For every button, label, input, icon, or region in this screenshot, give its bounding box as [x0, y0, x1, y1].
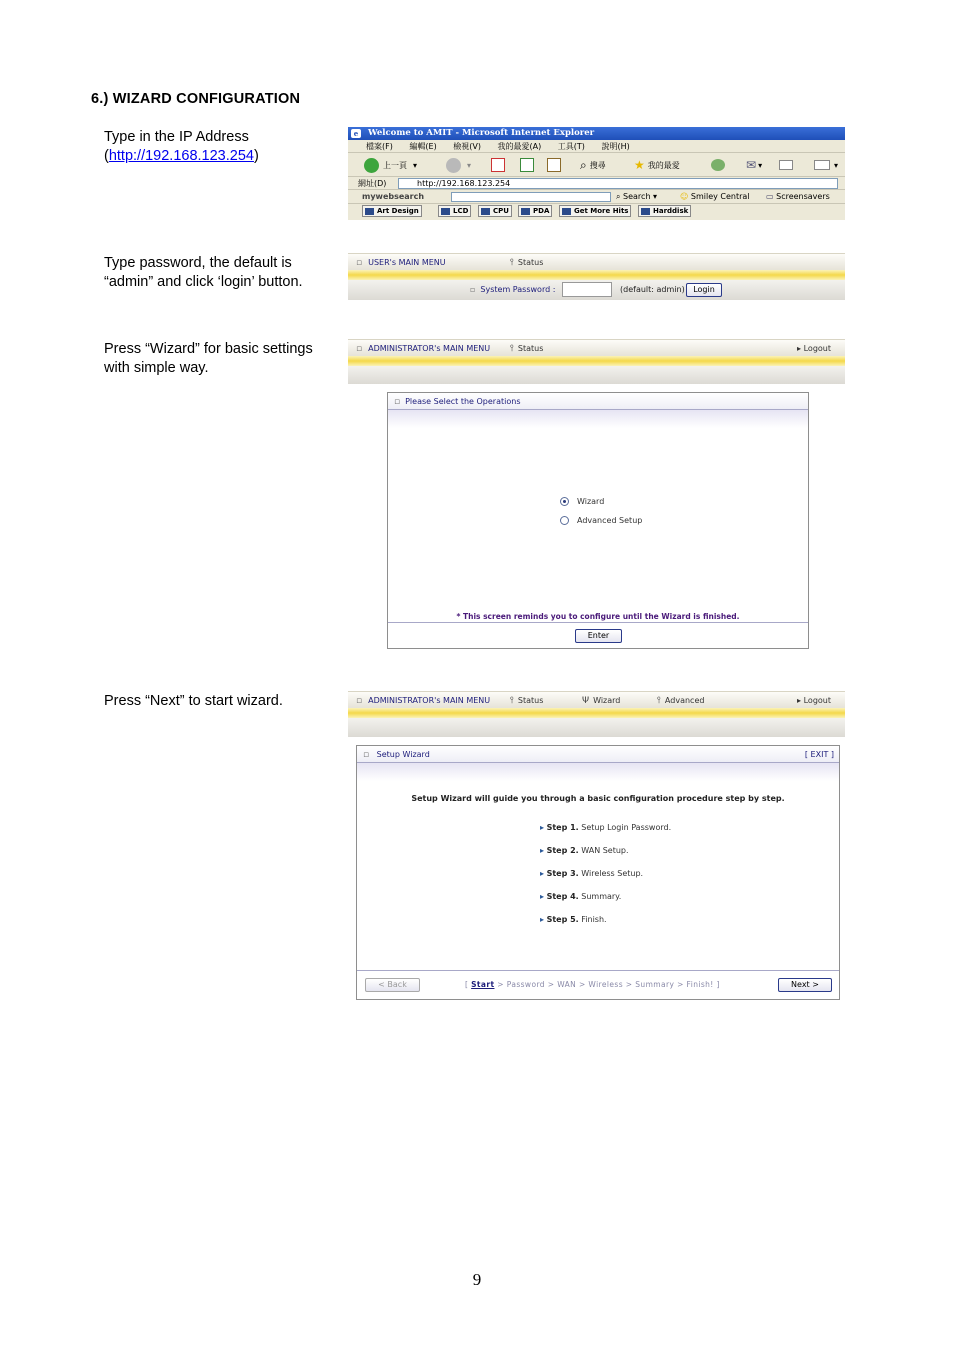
print-icon [779, 160, 793, 170]
wizard-header-screenshot [348, 691, 845, 737]
search-label: 搜尋 [589, 160, 606, 170]
monitor-icon: ▭ [766, 192, 774, 201]
wizard-option-label: Wizard [577, 497, 605, 506]
favorites-label: 我的最愛 [647, 160, 680, 170]
link-pda[interactable]: PDA [518, 205, 552, 217]
smiley-central-label: Smiley Central [690, 192, 750, 201]
stop-button[interactable] [491, 157, 505, 173]
history-icon [711, 159, 725, 171]
refresh-button[interactable] [520, 157, 534, 173]
admin-menu-bar [348, 339, 845, 356]
advanced-nav-label: Advanced [664, 696, 705, 705]
star-icon: ★ [634, 158, 645, 172]
radio-unselected-icon [560, 516, 569, 525]
stop-icon [491, 158, 505, 172]
progress-rest: > Password > WAN > Wireless > Summary > Finish! ] [497, 980, 720, 989]
wizard-progress [465, 980, 720, 989]
smiley-icon: ☺ [680, 192, 689, 201]
wizard-step-1 [540, 823, 671, 832]
password-label [470, 285, 555, 294]
enter-button[interactable]: Enter [575, 629, 622, 643]
status-icon: ⫯ [510, 344, 514, 354]
next-button[interactable]: Next > [778, 978, 832, 992]
setup-wizard-panel [356, 745, 840, 1000]
wizard-reminder: * This screen reminds you to configure until the Wizard is finished. [456, 612, 740, 621]
wizard-step-num: Step 4. [546, 892, 579, 901]
menu-file[interactable]: 檔案(F) [366, 142, 393, 151]
wizard-step-num: Step 5. [546, 915, 579, 924]
wizard-step-num: Step 1. [546, 823, 579, 832]
back-arrow-icon [364, 158, 379, 173]
back-button[interactable]: < Back [365, 978, 420, 992]
ie-logo-icon: e [351, 129, 361, 138]
status-nav[interactable] [510, 340, 543, 358]
wizard-nav[interactable] [582, 692, 620, 710]
wizard-step-desc: WAN Setup. [581, 846, 629, 855]
mail-dropdown-icon: ▾ [758, 160, 763, 170]
wizard-step-desc: Finish. [581, 915, 607, 924]
section-heading: 6.) WIZARD CONFIGURATION [91, 91, 301, 107]
login-screenshot [348, 253, 845, 300]
wizard-radio[interactable] [560, 497, 604, 506]
step-next-text: Press “Next” to start wizard. [104, 693, 283, 709]
wizard-step-num: Step 3. [546, 869, 579, 878]
operations-panel-title: ▫ Please Select the Operations [388, 393, 808, 410]
advanced-option-label: Advanced Setup [577, 516, 643, 525]
advanced-icon: ⫯ [657, 696, 661, 706]
panel-band [388, 410, 808, 428]
search-button[interactable] [580, 157, 606, 173]
link-art-design[interactable]: Art Design [362, 205, 422, 217]
wizard-intro: Setup Wizard will guide you through a basic configuration procedure step by step. [411, 794, 785, 803]
status-icon: ⫯ [510, 696, 514, 706]
step-ip-text-after: ) [253, 148, 259, 164]
login-button[interactable]: Login [686, 283, 722, 297]
exit-link[interactable]: [ EXIT ] [804, 750, 834, 759]
edit-icon [814, 160, 830, 170]
history-button[interactable] [711, 157, 725, 173]
links-toolbar [348, 204, 845, 219]
page-number: 9 [472, 1270, 482, 1289]
password-label-text: System Password : [480, 285, 556, 294]
browser-screenshot [348, 127, 845, 220]
address-input[interactable]: http://192.168.123.254 [398, 178, 838, 189]
mywebsearch-toolbar [348, 190, 845, 204]
link-lcd[interactable]: LCD [438, 205, 471, 217]
admin-main-menu[interactable]: ▫ ADMINISTRATOR's MAIN MENU [356, 340, 490, 358]
menu-tools[interactable]: 工具(T) [557, 142, 585, 151]
admin-header-footer [348, 366, 845, 384]
step-ip-address-text [104, 128, 334, 166]
progress-start: Start [471, 980, 495, 989]
mail-button[interactable] [746, 157, 762, 173]
wizard-step-2 [540, 846, 629, 855]
default-hint: (default: admin) [620, 285, 685, 294]
menu-help[interactable]: 說明(H) [601, 142, 630, 151]
logout-link[interactable]: ▸ Logout [797, 692, 831, 709]
logout-link[interactable]: ▸ Logout [797, 340, 831, 357]
admin-menu-bar [348, 691, 845, 708]
menu-view[interactable]: 檢視(V) [453, 142, 481, 151]
wizard-step-4 [540, 892, 621, 901]
status-label: Status [517, 696, 544, 705]
favorites-button[interactable] [634, 157, 680, 173]
browser-menu-bar [348, 140, 845, 153]
home-button[interactable] [547, 157, 561, 173]
back-label: 上一頁 [383, 160, 407, 170]
step-password-text: Type password, the default is “admin” and click ‘login’ button. [104, 255, 303, 290]
browser-toolbar [348, 153, 845, 177]
mywebsearch-search-label: Search [623, 192, 651, 201]
user-menu-bar [348, 253, 845, 270]
search-glass-icon: ⌕ [616, 192, 621, 201]
panel-divider [357, 970, 839, 971]
advanced-nav[interactable] [657, 692, 704, 710]
user-main-menu[interactable]: ▫ USER's MAIN MENU [356, 254, 446, 272]
wizard-header-footer [348, 718, 845, 737]
wizard-step-desc: Setup Login Password. [581, 823, 672, 832]
screensavers-label: Screensavers [776, 192, 830, 201]
status-label: Status [517, 258, 544, 267]
screensavers-button[interactable] [766, 190, 830, 204]
link-cpu[interactable]: CPU [478, 205, 512, 217]
back-button[interactable] [364, 157, 417, 173]
refresh-icon [520, 158, 534, 172]
address-label: 網址(D) [358, 179, 387, 188]
admin-main-menu[interactable]: ▫ ADMINISTRATOR's MAIN MENU [356, 692, 490, 710]
address-bar [348, 177, 845, 190]
status-label: Status [517, 344, 544, 353]
advanced-setup-radio[interactable] [560, 516, 642, 525]
wizard-step-num: Step 2. [546, 846, 579, 855]
browser-title-bar [348, 127, 845, 140]
progress-open: [ [465, 980, 469, 989]
wizard-step-5 [540, 915, 607, 924]
bullet-icon: ▫ [470, 285, 476, 294]
link-get-more-hits[interactable]: Get More Hits [559, 205, 631, 217]
mail-icon: ✉ [746, 158, 757, 172]
forward-arrow-icon [446, 158, 461, 173]
status-nav[interactable] [510, 692, 543, 710]
operations-panel [387, 392, 809, 649]
edit-dropdown-icon: ▾ [834, 160, 839, 170]
status-nav[interactable] [510, 254, 543, 272]
admin-header-screenshot [348, 339, 845, 384]
mywebsearch-input[interactable] [451, 192, 611, 202]
back-dropdown-icon: ▾ [413, 160, 418, 170]
menu-favorites[interactable]: 我的最愛(A) [497, 142, 542, 151]
wizard-step-desc: Wireless Setup. [581, 869, 644, 878]
radio-selected-icon [560, 497, 569, 506]
browser-title: Welcome to AMIT - Microsoft Internet Explorer [368, 128, 595, 138]
setup-wizard-title-text: Setup Wizard [376, 750, 430, 759]
mywebsearch-search-button[interactable]: ⌕ Search ▾ [616, 192, 658, 201]
password-input[interactable] [562, 282, 612, 297]
wizard-step-desc: Summary. [581, 892, 622, 901]
forward-button[interactable] [446, 157, 471, 173]
login-form-area [348, 280, 845, 300]
step-wizard-text: Press “Wizard” for basic settings with simple way. [104, 341, 313, 376]
forward-dropdown-icon: ▾ [467, 160, 472, 170]
step-ip-text-before: Type in the IP Address ( [104, 129, 249, 164]
wizard-nav-label: Wizard [593, 696, 621, 705]
panel-band [357, 763, 839, 781]
ip-address-link[interactable]: http://192.168.123.254 [108, 148, 254, 164]
wizard-step-3 [540, 869, 643, 878]
edit-button[interactable] [814, 157, 838, 173]
print-button[interactable] [779, 157, 793, 173]
mywebsearch-logo: mywebsearch [362, 192, 425, 201]
link-harddisk[interactable]: Harddisk [638, 205, 691, 217]
menu-edit[interactable]: 編輯(E) [409, 142, 437, 151]
antenna-icon: Ψ [582, 696, 590, 706]
home-icon [547, 158, 561, 172]
panel-divider [388, 622, 808, 623]
search-icon: ⌕ [580, 157, 587, 172]
status-icon: ⫯ [510, 258, 514, 268]
smiley-central-button[interactable] [680, 190, 750, 204]
setup-wizard-title [357, 746, 839, 763]
